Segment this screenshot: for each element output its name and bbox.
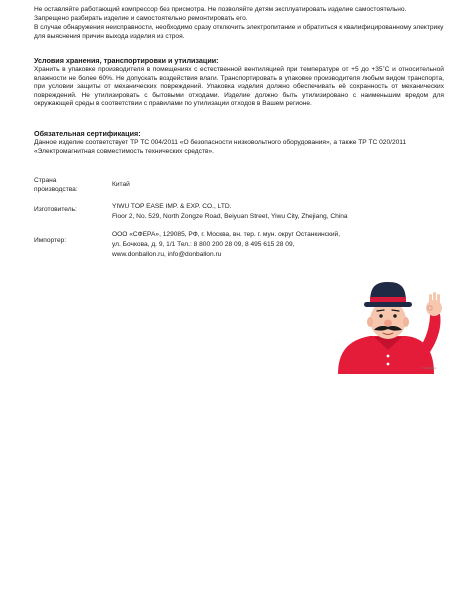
safety-line-1: Не оставляйте работающий компрессор без присмотра. Не позволяйте детям эксплуатировать изделие самостоятельно. xyxy=(34,6,407,13)
mascot-hat-band xyxy=(370,297,406,302)
country-label xyxy=(34,176,78,194)
storage-text: Хранить в упаковке производителя в помещениях с естественной вентиляцией при температуре от +5 до +35˚С и относительной влажности не более 60%. Не допускать воздействия влаги. Транспортировать в упаковке производителя любым видом транспорта, при условии защиты от механических повреждений. Упаковка изделия должно обеспечивать её сохранность от механических повреждений. Не утилизировать с бытовыми отходами. Изделие должно быть утилизировано с наименьшим вредом для окружающей среды в соответствии с правилами по утилизации отходов в Вашем регионе. xyxy=(34,66,444,108)
certification-text: Данное изделие соответствует ТР ТС 004/2011 «О безопасности низковольтного оборудования», а также ТР ТС 020/2011 «Электромагнитная совместимость технических средств». xyxy=(34,139,407,155)
mascot-arm xyxy=(422,314,441,352)
safety-line-3: В случае обнаружения неисправности, необходимо сразу отключить электропитание и обратиться к квалифицированному электрику для выяснения причин выхода изделия из строя. xyxy=(34,24,444,40)
storage-heading: Условия хранения, транспортировки и утилизации: xyxy=(34,56,219,65)
certification-heading: Обязательная сертификация: xyxy=(34,129,141,138)
country-label-line-1: Страна xyxy=(34,177,57,184)
country-label-line-2: производства: xyxy=(34,186,78,193)
safety-line-2: Запрещено разбирать изделие и самостоятельно ремонтировать его. xyxy=(34,15,248,22)
importer-label: Импортер: xyxy=(34,237,67,244)
importer-line-1: ООО «СФЕРА», 129085, РФ, г. Москва, вн. тер. г. мун. округ Останкинский, xyxy=(112,231,341,238)
importer-line-2: ул. Бочкова, д. 9, 1/1 Тел.: 8 800 200 28 09, 8 495 615 28 09, xyxy=(112,241,295,248)
maker-label: Изготовитель: xyxy=(34,206,77,213)
maker-name: YIWU TOP EASE IMP. & EXP. CO., LTD. xyxy=(112,203,232,210)
maker-address: Floor 2, No. 529, North Zongze Road, Beiyuan Street, Yiwu City, Zhejiang, China xyxy=(112,213,348,220)
mascot-illustration xyxy=(330,282,446,374)
country-value: Китай xyxy=(112,181,130,188)
importer-line-3: www.donballon.ru, info@donballon.ru xyxy=(112,251,222,258)
mascot-credit: © Don Ballon xyxy=(421,367,437,370)
